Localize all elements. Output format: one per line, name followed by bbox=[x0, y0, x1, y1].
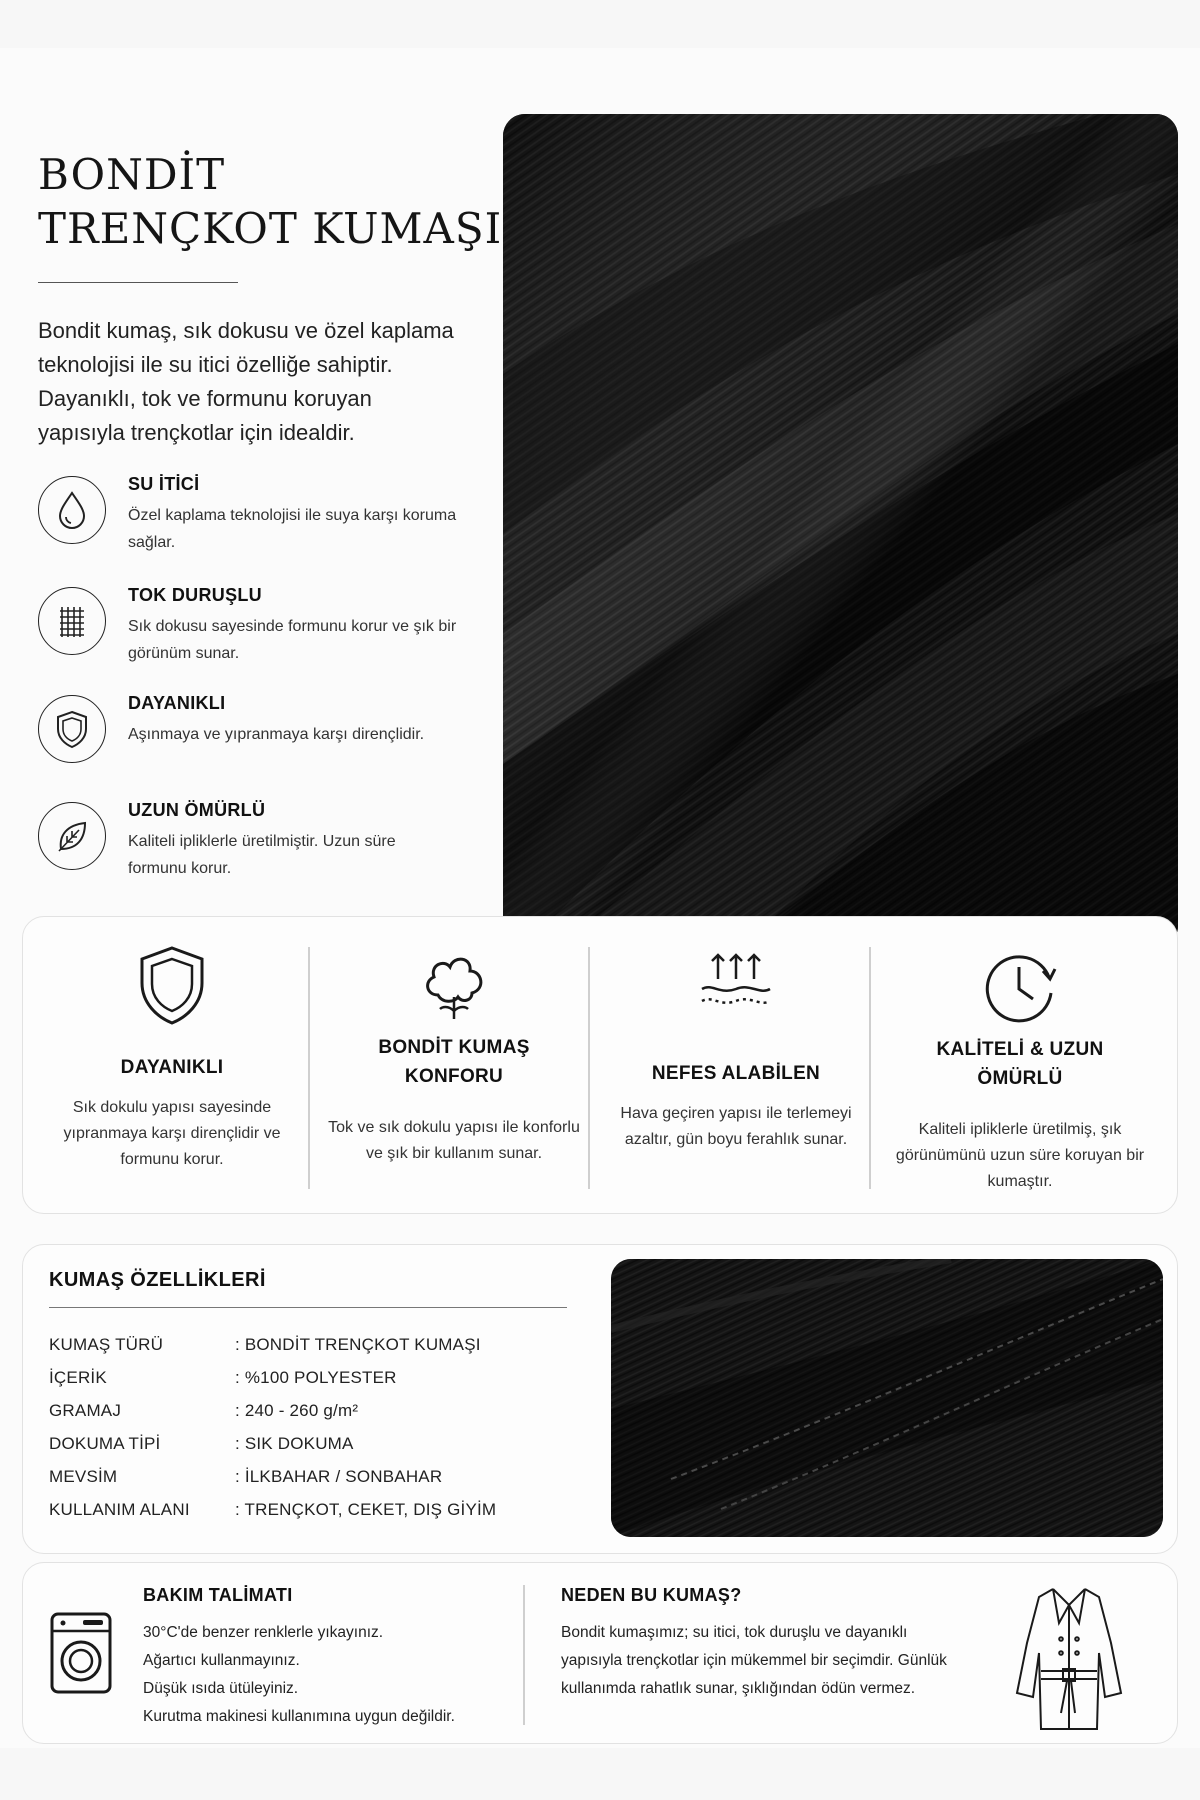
specs-divider bbox=[49, 1307, 567, 1308]
breathable-icon bbox=[698, 949, 774, 1020]
fabric-photo-seam bbox=[611, 1259, 1163, 1537]
divider bbox=[308, 947, 310, 1189]
spec-key: MEVSİM bbox=[49, 1467, 118, 1486]
benefit-desc: Kaliteli ipliklerle üretilmiş, şık görünümünü uzun süre koruyan bir kumaştır. bbox=[895, 1121, 1145, 1190]
care-card bbox=[22, 1562, 1178, 1744]
spec-value: : %100 POLYESTER bbox=[235, 1368, 397, 1387]
benefit-durable bbox=[33, 939, 311, 1199]
intro-text: Bondit kumaş, sık dokusu ve özel kaplama teknolojisi ile su itici özelliğe sahiptir. Dayanıklı, tok ve formunu koruyan yapısıyla trençkotlar için idealdir. bbox=[38, 318, 454, 445]
feature-durable bbox=[38, 693, 458, 783]
specs-card bbox=[22, 1244, 1178, 1554]
why-title: NEDEN BU KUMAŞ? bbox=[561, 1585, 742, 1605]
feature-title: TOK DURUŞLU bbox=[128, 585, 262, 605]
spec-value: : TRENÇKOT, CEKET, DIŞ GİYİM bbox=[235, 1500, 497, 1519]
product-sheet bbox=[0, 48, 1200, 1748]
feature-title: DAYANIKLI bbox=[128, 693, 226, 713]
feature-title: UZUN ÖMÜRLÜ bbox=[128, 800, 266, 820]
spec-key: KULLANIM ALANI bbox=[49, 1500, 190, 1519]
care-item: Kurutma makinesi kullanımına uygun değildir. bbox=[143, 1708, 455, 1725]
feature-desc: Özel kaplama teknolojisi ile suya karşı koruma sağlar. bbox=[128, 507, 457, 551]
feature-firm bbox=[38, 585, 458, 675]
shield-icon bbox=[38, 695, 106, 763]
why-text: Bondit kumaşımız; su itici, tok duruşlu ve dayanıklı yapısıyla trençkotlar için mükemmel bir seçimdir. Günlük kullanımda rahatlık sunar, şıklığından ödün vermez. bbox=[561, 1624, 947, 1697]
benefits-card bbox=[22, 916, 1178, 1214]
benefit-title: KALİTELİ & UZUN ÖMÜRLÜ bbox=[936, 1039, 1104, 1089]
benefit-title: BONDİT KUMAŞ KONFORU bbox=[378, 1037, 530, 1087]
title-line-1: BONDİT bbox=[38, 150, 226, 199]
divider bbox=[588, 947, 590, 1189]
benefit-desc: Tok ve sık dokulu yapısı ile konforlu ve şık bir kullanım sunar. bbox=[328, 1119, 580, 1162]
feature-water-repellent bbox=[38, 474, 458, 564]
spec-key: DOKUMA TİPİ bbox=[49, 1434, 161, 1453]
fabric-photo-main bbox=[503, 114, 1178, 948]
water-drop-icon bbox=[38, 476, 106, 544]
care-list bbox=[143, 1619, 455, 1731]
benefit-title: DAYANIKLI bbox=[120, 1057, 224, 1078]
title-line-2: TRENÇKOT KUMAŞI bbox=[38, 204, 503, 253]
benefit-title: NEFES ALABİLEN bbox=[651, 1063, 821, 1084]
spec-value: : BONDİT TRENÇKOT KUMAŞI bbox=[235, 1335, 481, 1354]
trench-coat-icon bbox=[1009, 1583, 1129, 1738]
benefit-breathable bbox=[597, 939, 875, 1199]
spec-value: : İLKBAHAR / SONBAHAR bbox=[235, 1467, 443, 1486]
care-item: 30°C'de benzer renklerle yıkayınız. bbox=[143, 1624, 384, 1641]
shield-icon bbox=[137, 945, 207, 1032]
feature-desc: Kaliteli ipliklerle üretilmiştir. Uzun süre formunu korur. bbox=[128, 833, 396, 877]
washing-machine-icon bbox=[49, 1611, 113, 1700]
care-item: Düşük ısıda ütüleyiniz. bbox=[143, 1680, 299, 1697]
feature-desc: Sık dokusu sayesinde formunu korur ve şık bir görünüm sunar. bbox=[128, 618, 457, 662]
divider bbox=[523, 1585, 525, 1725]
benefit-desc: Hava geçiren yapısı ile terlemeyi azaltır, gün boyu ferahlık sunar. bbox=[620, 1105, 852, 1148]
feature-title: SU İTİCİ bbox=[128, 474, 200, 494]
feature-long-lasting bbox=[38, 800, 458, 890]
weave-icon bbox=[38, 587, 106, 655]
cotton-icon bbox=[416, 947, 492, 1028]
care-item: Ağartıcı kullanmayınız. bbox=[143, 1652, 300, 1669]
clock-icon bbox=[979, 947, 1061, 1034]
page-title bbox=[38, 148, 502, 256]
divider bbox=[869, 947, 871, 1189]
leaf-icon bbox=[38, 802, 106, 870]
benefit-desc: Sık dokulu yapısı sayesinde yıpranmaya karşı dirençlidir ve formunu korur. bbox=[63, 1099, 281, 1168]
spec-key: GRAMAJ bbox=[49, 1401, 122, 1420]
benefit-comfort bbox=[315, 939, 593, 1199]
spec-value: : 240 - 260 g/m² bbox=[235, 1401, 359, 1420]
spec-value: : SIK DOKUMA bbox=[235, 1434, 354, 1453]
spec-key: İÇERİK bbox=[49, 1368, 107, 1387]
care-title: BAKIM TALİMATI bbox=[143, 1585, 293, 1605]
specs-title: KUMAŞ ÖZELLİKLERİ bbox=[49, 1269, 266, 1291]
benefit-quality bbox=[881, 939, 1159, 1199]
feature-desc: Aşınmaya ve yıpranmaya karşı dirençlidir. bbox=[128, 726, 425, 743]
title-divider bbox=[38, 282, 238, 283]
spec-key: KUMAŞ TÜRÜ bbox=[49, 1335, 164, 1354]
